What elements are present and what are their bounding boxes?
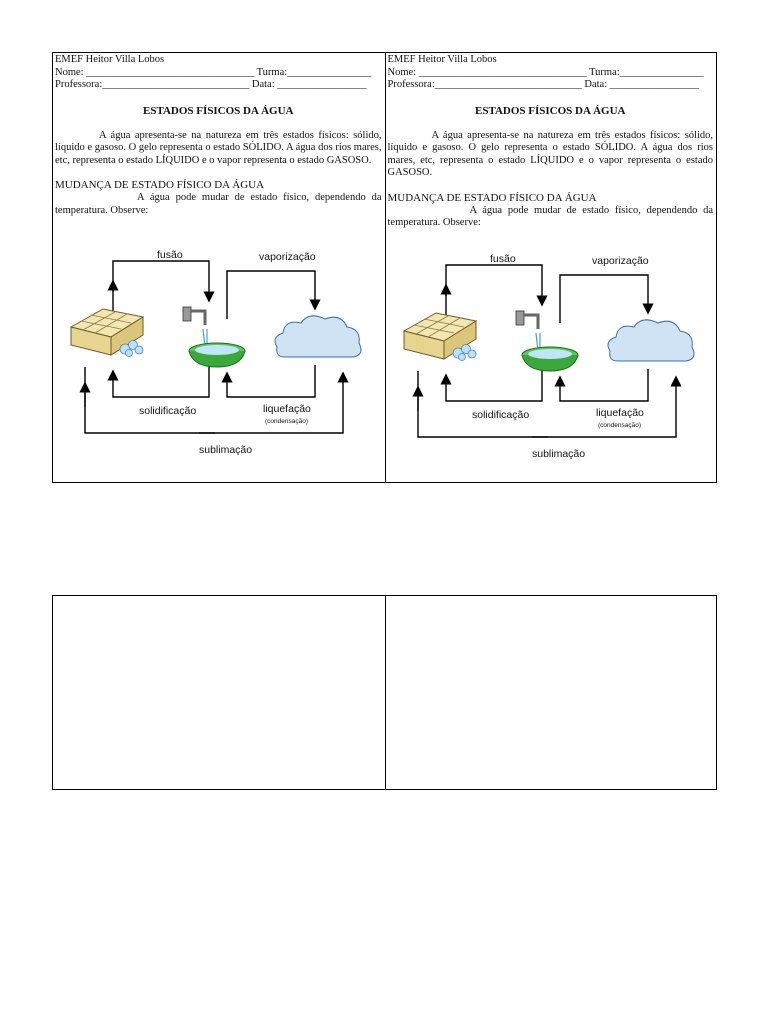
worksheet-title: ESTADOS FÍSICOS DA ÁGUA <box>475 104 626 117</box>
liquefacao-label: liquefação <box>263 403 311 415</box>
faucet-basin-icon <box>516 311 578 371</box>
professora-field: Professora:____________________________ <box>387 79 582 90</box>
liquefacao-label: liquefação <box>595 407 644 419</box>
condensacao-label: (condensação) <box>265 418 308 425</box>
intro-text: A água apresenta-se na natureza em três estados físicos: sólido, líquido e gasoso. O gelo representa o estado SÓLIDO. A água dos rios mares, etc, representa o estado LÍQUIDO e o vapor representa o estado GASOSO. <box>387 129 713 178</box>
ice-tray-icon <box>404 313 476 361</box>
empty-cell-right <box>385 596 717 789</box>
school-name: EMEF Heitor Villa Lobos <box>387 54 497 65</box>
cloud-icon <box>275 316 361 357</box>
teacher-line <box>388 79 714 92</box>
intro-paragraph <box>55 130 382 168</box>
data-field: Data: _________________ <box>584 79 699 90</box>
turma-field: Turma:________________ <box>256 66 372 78</box>
name-line <box>388 67 714 80</box>
nome-field: Nome: ________________________________ <box>387 66 587 78</box>
faucet-basin-icon <box>183 307 245 367</box>
solidificacao-label: solidificação <box>471 409 529 421</box>
fusao-label: fusão <box>157 249 183 261</box>
water-cycle-diagram <box>398 251 704 471</box>
name-line <box>55 67 382 80</box>
section-text: A água pode mudar de estado físico, dependendo da temperatura. Observe: <box>387 204 713 228</box>
vaporizacao-label: vaporização <box>591 255 649 267</box>
cloud-icon <box>608 320 694 361</box>
water-cycle-svg <box>398 251 704 471</box>
worksheet-left <box>53 53 385 482</box>
worksheet-row-top <box>52 52 717 483</box>
ice-tray-icon <box>71 309 143 357</box>
intro-text: A água apresenta-se na natureza em três estados físicos: sólido, líquido e gasoso. O gelo representa o estado SÓLIDO. A água dos rios mares, etc, representa o estado LÍQUIDO e o vapor representa o estado GASOSO. <box>55 129 382 166</box>
section-heading: MUDANÇA DE ESTADO FÍSICO DA ÁGUA <box>55 179 265 191</box>
worksheet-title: ESTADOS FÍSICOS DA ÁGUA <box>143 104 294 117</box>
vaporizacao-label: vaporização <box>259 251 316 263</box>
nome-field: Nome: ________________________________ <box>55 66 255 78</box>
empty-cell-left <box>53 596 385 789</box>
fusao-label: fusão <box>489 253 516 265</box>
water-cycle-diagram <box>65 247 371 467</box>
worksheet-row-bottom <box>52 595 717 790</box>
data-field: Data: _________________ <box>251 79 367 90</box>
school-name: EMEF Heitor Villa Lobos <box>55 54 165 65</box>
turma-field: Turma:________________ <box>589 66 704 78</box>
sublimacao-label: sublimação <box>199 444 253 456</box>
intro-paragraph <box>388 130 714 180</box>
solidificacao-label: solidificação <box>139 405 197 417</box>
section-heading: MUDANÇA DE ESTADO FÍSICO DA ÁGUA <box>387 191 597 204</box>
section-text: A água pode mudar de estado físico, dependendo da temperatura. Observe: <box>55 192 382 216</box>
section-paragraph <box>388 205 714 230</box>
teacher-line <box>55 79 382 92</box>
professora-field: Professora:____________________________ <box>55 79 250 90</box>
worksheet-right <box>385 53 717 482</box>
condensacao-label: (condensação) <box>597 422 641 429</box>
section-paragraph <box>55 192 382 217</box>
water-cycle-svg <box>65 247 371 467</box>
sublimacao-label: sublimação <box>531 448 585 460</box>
